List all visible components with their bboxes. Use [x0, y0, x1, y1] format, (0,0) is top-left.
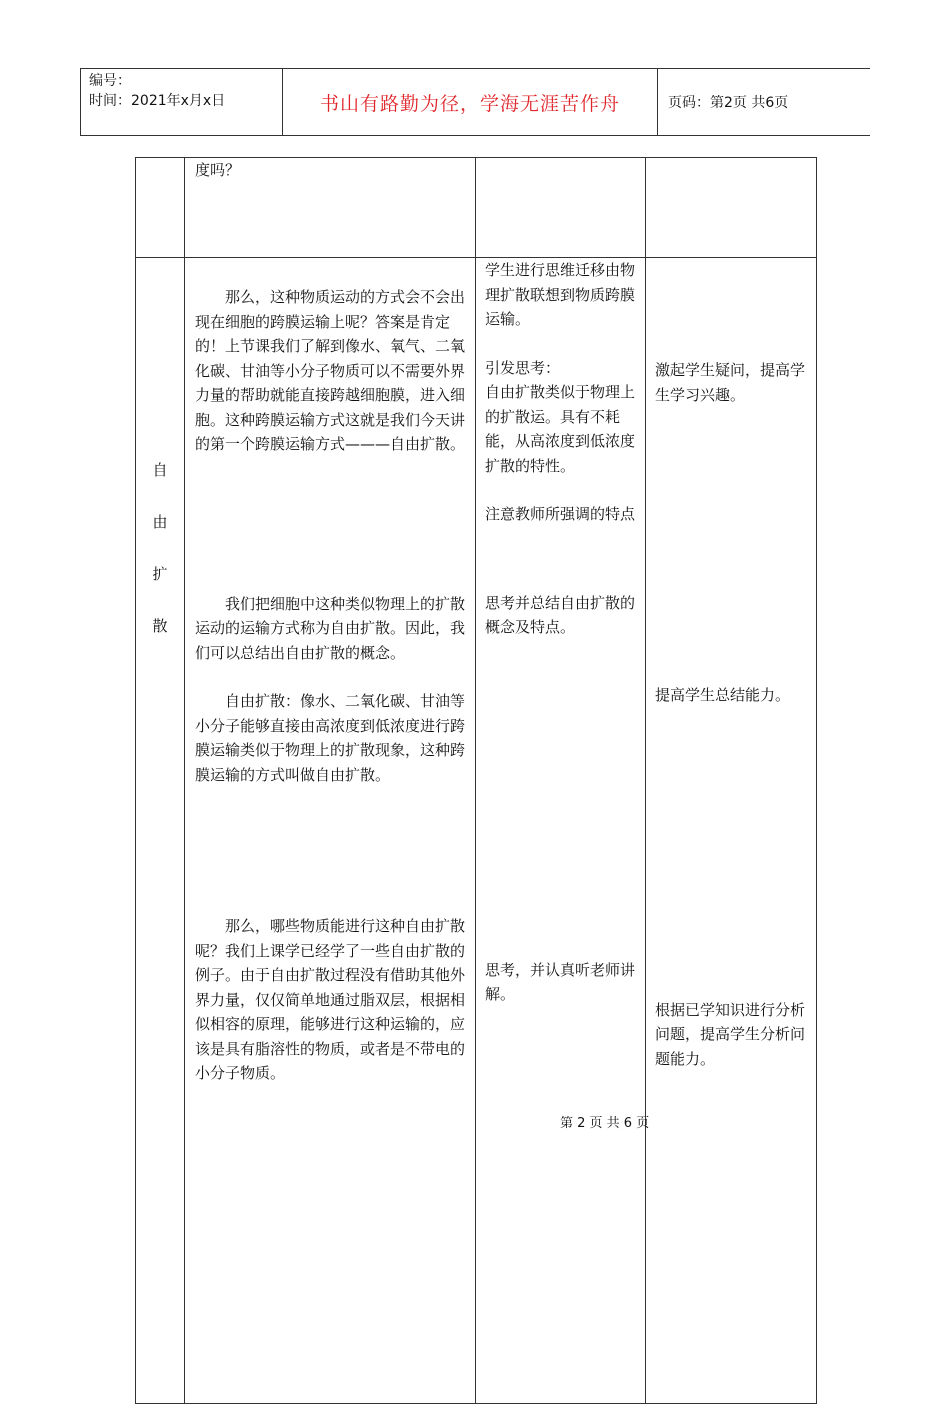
page-header: [80, 68, 870, 136]
section-char: 由: [152, 513, 168, 531]
content-text: 度吗？: [195, 161, 241, 179]
header-page-info: 页码：第2页 共6页: [668, 95, 789, 111]
header-meta: [81, 69, 283, 135]
intent-cell-empty: [646, 158, 817, 258]
content-paragraph: 那么，这种物质运动的方式会不会出现在细胞的跨膜运输上呢？答案是肯定的！上节课我们了解到像水、氧气、二氧化碳、甘油等小分子物质可以不需要外界力量的帮助就能直接跨越细胞膜，进入细胞。这种跨膜运输方式这就是我们今天讲的第一个跨膜运输方式———自由扩散。: [195, 288, 466, 453]
table-row: [136, 258, 817, 1404]
content-paragraph: 自由扩散：像水、二氧化碳、甘油等小分子能够直接由高浓度到低浓度进行跨膜运输类似于物理上的扩散现象，这种跨膜运输的方式叫做自由扩散。: [195, 692, 466, 784]
activity-text: 思考并总结自由扩散的概念及特点。: [485, 593, 636, 636]
activity-text: 自由扩散类似于物理上的扩散运。具有不耗能，从高浓度到低浓度扩散的特性。: [485, 383, 636, 475]
intent-text: 根据已学知识进行分析问题，提高学生分析问题能力。: [655, 1000, 806, 1068]
activity-text: 注意教师所强调的特点: [485, 505, 636, 523]
activity-cell: [476, 258, 646, 1404]
header-motto: 书山有路勤为径，学海无涯苦作舟: [283, 69, 658, 135]
section-char: 自: [152, 461, 168, 479]
section-cell-empty: [136, 158, 185, 258]
time-label: 时间：2021年x月x日: [89, 93, 226, 109]
content-cell: [185, 258, 476, 1404]
intent-text: 激起学生疑问，提高学生学习兴趣。: [655, 361, 806, 404]
table-row: [136, 158, 817, 258]
section-char: 散: [152, 617, 168, 635]
lesson-table: [135, 157, 817, 1404]
section-label-cell: [136, 258, 185, 1404]
page-footer-number: 第 2 页 共 6 页: [560, 1116, 650, 1131]
activity-text: 学生进行思维迁移由物理扩散联想到物质跨膜运输。: [485, 261, 636, 328]
intent-cell: [646, 258, 817, 1404]
activity-text: 引发思考：: [485, 358, 561, 377]
content-paragraph: 我们把细胞中这种类似物理上的扩散运动的运输方式称为自由扩散。因此，我们可以总结出自由扩散的概念。: [195, 594, 466, 662]
content-paragraph: 那么，哪些物质能进行这种自由扩散呢？我们上课学已经学了一些自由扩散的例子。由于自由扩散过程没有借助其他外界力量，仅仅简单地通过脂双层，根据相似相容的原理，能够进行这种运输的，应该是具有脂溶性的物质，或者是不带电的小分子物质。: [195, 917, 466, 1082]
intent-text: 提高学生总结能力。: [655, 686, 791, 704]
activity-text: 思考，并认真听老师讲解。: [485, 960, 636, 1003]
activity-cell-empty: [476, 158, 646, 258]
serial-label: 编号：: [89, 73, 131, 89]
content-cell: [185, 158, 476, 258]
section-char: 扩: [152, 565, 168, 583]
